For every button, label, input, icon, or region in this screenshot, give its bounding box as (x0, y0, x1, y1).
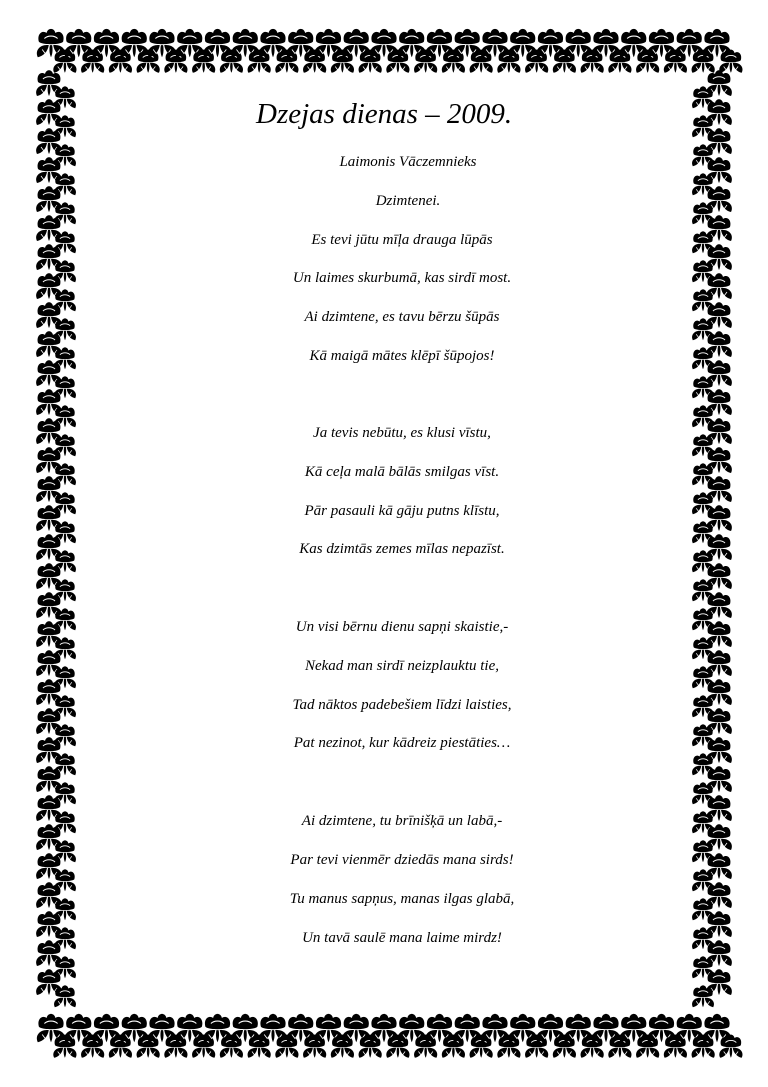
poem-line: Ai dzimtene, tu brīnišķā un labā,- (301, 813, 503, 829)
poem-line: Un visi bērnu dienu sapņi skaistie,- (295, 619, 509, 635)
poem-line: Kā ceļa malā bālās smilgas vīst. (304, 464, 500, 480)
poem-line: Un tavā saulē mana laime mirdz! (302, 930, 502, 946)
flower-ornament-icon (719, 50, 742, 73)
poem-line: Es tevi jūtu mīļa drauga lūpās (311, 232, 493, 248)
poem-title: Dzimtenei. (375, 193, 441, 209)
poem-line: Tu manus sapņus, manas ilgas glabā, (289, 891, 515, 907)
poem-page (120, 90, 690, 990)
page-title: Dzejas dienas – 2009. (256, 98, 513, 130)
poem-line: Kā maigā mātes klēpī šūpojos! (309, 348, 495, 364)
flower-ornament-icon (54, 985, 76, 1007)
poem-line: Ai dzimtene, es tavu bērzu šūpās (304, 309, 500, 325)
poem-line: Par tevi vienmēr dziedās mana sirds! (290, 852, 514, 868)
flower-ornament-icon (692, 985, 714, 1007)
poem-line: Pār pasauli kā gāju putns klīstu, (304, 503, 500, 519)
poem-line: Un laimes skurbumā, kas sirdī most. (292, 270, 512, 286)
poem-line: Tad nāktos padebešiem līdzi laisties, (292, 697, 512, 713)
poem-line: Pat nezinot, kur kādreiz piestāties… (293, 735, 511, 751)
poem-line: Ja tevis nebūtu, es klusi vīstu, (313, 425, 491, 441)
flower-ornament-icon (719, 1035, 742, 1058)
poem-line: Nekad man sirdī neizplauktu tie, (304, 658, 499, 674)
author-name: Laimonis Vāczemnieks (339, 154, 477, 170)
poem-line: Kas dzimtās zemes mīlas nepazīst. (299, 541, 505, 557)
